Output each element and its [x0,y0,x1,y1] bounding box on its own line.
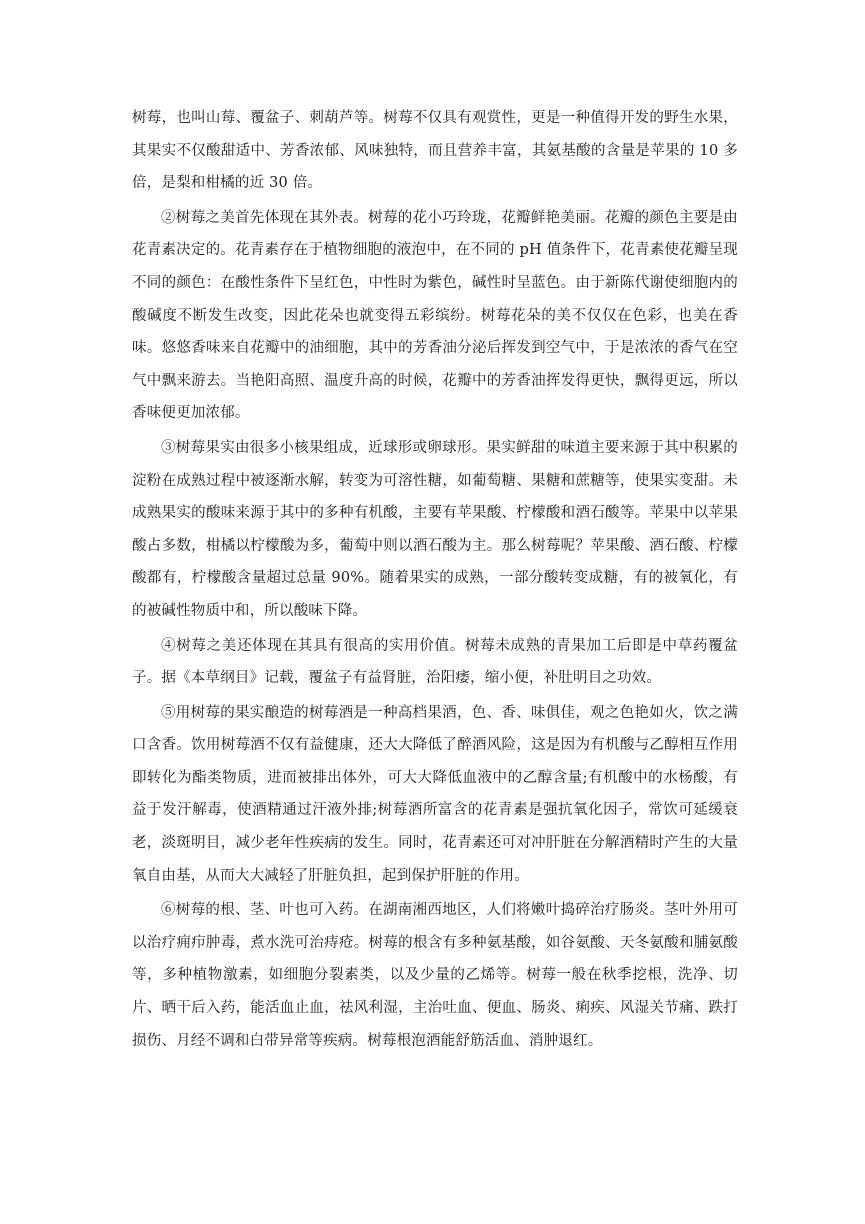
document-page [132,102,738,1059]
paragraph-3: ③树莓果实由很多小核果组成，近球形或卵球形。果实鲜甜的味道主要来源于其中积累的淀粉在成熟过程中被逐渐水解，转变为可溶性糖，如葡萄糖、果糖和蔗糖等，使果实变甜。未成熟果实的酸味来源于其中的多种有机酸，主要有苹果酸、柠檬酸和酒石酸等。苹果中以苹果酸占多数，柑橘以柠檬酸为多，葡萄中则以酒石酸为主。那么树莓呢？苹果酸、酒石酸、柠檬酸都有，柠檬酸含量超过总量 90%。随着果实的成熟，一部分酸转变成糖，有的被氧化，有的被碱性物质中和，所以酸味下降。 [132,439,738,619]
paragraph-2: ②树莓之美首先体现在其外表。树莓的花小巧玲珑，花瓣鲜艳美丽。花瓣的颜色主要是由花青素决定的。花青素存在于植物细胞的液泡中，在不同的 pH 值条件下，花青素使花瓣呈现不同的颜色：在酸性条件下呈红色，中性时为紫色，碱性时呈蓝色。由于新陈代谢使细胞内的酸碱度不断发生改变，因此花朵也就变得五彩缤纷。树莓花朵的美不仅仅在色彩，也美在香味。悠悠香味来自花瓣中的油细胞，其中的芳香油分泌后挥发到空气中，于是浓浓的香气在空气中飘来游去。当艳阳高照、温度升高的时候，花瓣中的芳香油挥发得更快，飘得更远，所以香味便更加浓郁。 [132,209,738,422]
paragraph-6: ⑥树莓的根、茎、叶也可入药。在湖南湘西地区，人们将嫩叶捣碎治疗肠炎。茎叶外用可以治疗痈疖肿毒，煮水洗可治痔疮。树莓的根含有多种氨基酸，如谷氨酸、天冬氨酸和脯氨酸等，多种植物激素，如细胞分裂素类，以及少量的乙烯等。树莓一般在秋季挖根，洗净、切片、晒干后入药，能活血止血，祛风利湿，主治吐血、便血、肠炎、痢疾、风湿关节痛、跌打损伤、月经不调和白带异常等疾病。树莓根泡酒能舒筋活血、消肿退红。 [132,902,738,1049]
paragraph-intro: 树莓，也叫山莓、覆盆子、刺葫芦等。树莓不仅具有观赏性，更是一种值得开发的野生水果，其果实不仅酸甜适中、芳香浓郁、风味独特，而且营养丰富，其氨基酸的含量是苹果的 10 多倍，是梨和柑橘的近 30 倍。 [132,110,738,192]
paragraph-4: ④树莓之美还体现在其具有很高的实用价值。树莓未成熟的青果加工后即是中草药覆盆子。据《本草纲目》记载，覆盆子有益肾脏，治阳痿，缩小便，补肚明目之功效。 [132,637,738,687]
paragraph-5: ⑤用树莓的果实酿造的树莓酒是一种高档果酒，色、香、味俱佳，观之色艳如火，饮之满口含香。饮用树莓酒不仅有益健康，还大大降低了醉酒风险，这是因为有机酸与乙醇相互作用即转化为酯类物质，进而被排出体外，可大大降低血液中的乙醇含量;有机酸中的水杨酸，有益于发汗解毒，使酒精通过汗液外排;树莓酒所富含的花青素是强抗氧化因子，常饮可延缓衰老，淡斑明目，减少老年性疾病的发生。同时，花青素还可对冲肝脏在分解酒精时产生的大量氧自由基，从而大大减轻了肝脏负担，起到保护肝脏的作用。 [132,704,738,884]
